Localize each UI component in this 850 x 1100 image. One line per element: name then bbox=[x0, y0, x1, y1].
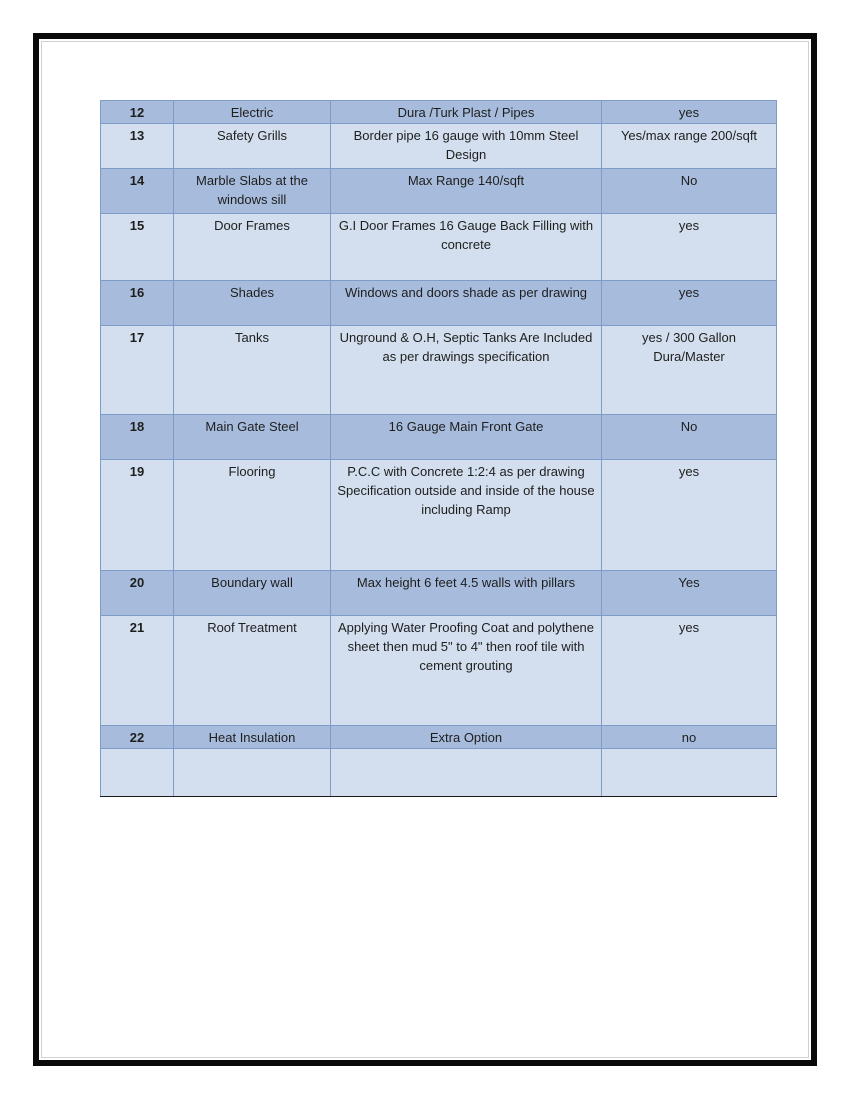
row-number bbox=[101, 749, 174, 797]
item-name: Electric bbox=[174, 101, 331, 124]
item-status: no bbox=[602, 726, 777, 749]
row-number: 12 bbox=[101, 101, 174, 124]
item-status: Yes bbox=[602, 571, 777, 616]
specification-table bbox=[100, 100, 777, 797]
item-name: Safety Grills bbox=[174, 124, 331, 169]
item-description: Windows and doors shade as per drawing bbox=[331, 281, 602, 326]
item-name: Main Gate Steel bbox=[174, 415, 331, 460]
row-number: 21 bbox=[101, 616, 174, 726]
table-row bbox=[101, 101, 777, 124]
item-status: No bbox=[602, 415, 777, 460]
item-status: yes bbox=[602, 214, 777, 281]
row-number: 15 bbox=[101, 214, 174, 281]
table-row bbox=[101, 124, 777, 169]
table-row bbox=[101, 571, 777, 616]
item-name: Door Frames bbox=[174, 214, 331, 281]
table-row bbox=[101, 169, 777, 214]
row-number: 16 bbox=[101, 281, 174, 326]
table-row bbox=[101, 726, 777, 749]
table-row bbox=[101, 326, 777, 415]
row-number: 14 bbox=[101, 169, 174, 214]
item-description: Max Range 140/sqft bbox=[331, 169, 602, 214]
item-description: Dura /Turk Plast / Pipes bbox=[331, 101, 602, 124]
row-number: 13 bbox=[101, 124, 174, 169]
item-description: Border pipe 16 gauge with 10mm Steel Design bbox=[331, 124, 602, 169]
table-row bbox=[101, 460, 777, 571]
table-row bbox=[101, 281, 777, 326]
row-number: 20 bbox=[101, 571, 174, 616]
table-row bbox=[101, 415, 777, 460]
item-name: Heat Insulation bbox=[174, 726, 331, 749]
item-description: Extra Option bbox=[331, 726, 602, 749]
item-name: Boundary wall bbox=[174, 571, 331, 616]
table-row bbox=[101, 616, 777, 726]
item-status: No bbox=[602, 169, 777, 214]
table-row-empty bbox=[101, 749, 777, 797]
item-status: yes bbox=[602, 101, 777, 124]
item-description: G.I Door Frames 16 Gauge Back Filling with concrete bbox=[331, 214, 602, 281]
item-name: Tanks bbox=[174, 326, 331, 415]
item-name: Flooring bbox=[174, 460, 331, 571]
item-description: Applying Water Proofing Coat and polythene sheet then mud 5" to 4" then roof tile with cement grouting bbox=[331, 616, 602, 726]
table-row bbox=[101, 214, 777, 281]
item-description: Unground & O.H, Septic Tanks Are Included as per drawings specification bbox=[331, 326, 602, 415]
item-status: Yes/max range 200/sqft bbox=[602, 124, 777, 169]
row-number: 17 bbox=[101, 326, 174, 415]
item-description bbox=[331, 749, 602, 797]
item-description: P.C.C with Concrete 1:2:4 as per drawing Specification outside and inside of the house including Ramp bbox=[331, 460, 602, 571]
row-number: 22 bbox=[101, 726, 174, 749]
item-name bbox=[174, 749, 331, 797]
item-name: Shades bbox=[174, 281, 331, 326]
item-status: yes / 300 Gallon Dura/Master bbox=[602, 326, 777, 415]
item-status: yes bbox=[602, 281, 777, 326]
item-status bbox=[602, 749, 777, 797]
item-status: yes bbox=[602, 616, 777, 726]
item-name: Marble Slabs at the windows sill bbox=[174, 169, 331, 214]
row-number: 18 bbox=[101, 415, 174, 460]
item-description: Max height 6 feet 4.5 walls with pillars bbox=[331, 571, 602, 616]
item-status: yes bbox=[602, 460, 777, 571]
row-number: 19 bbox=[101, 460, 174, 571]
item-name: Roof Treatment bbox=[174, 616, 331, 726]
item-description: 16 Gauge Main Front Gate bbox=[331, 415, 602, 460]
